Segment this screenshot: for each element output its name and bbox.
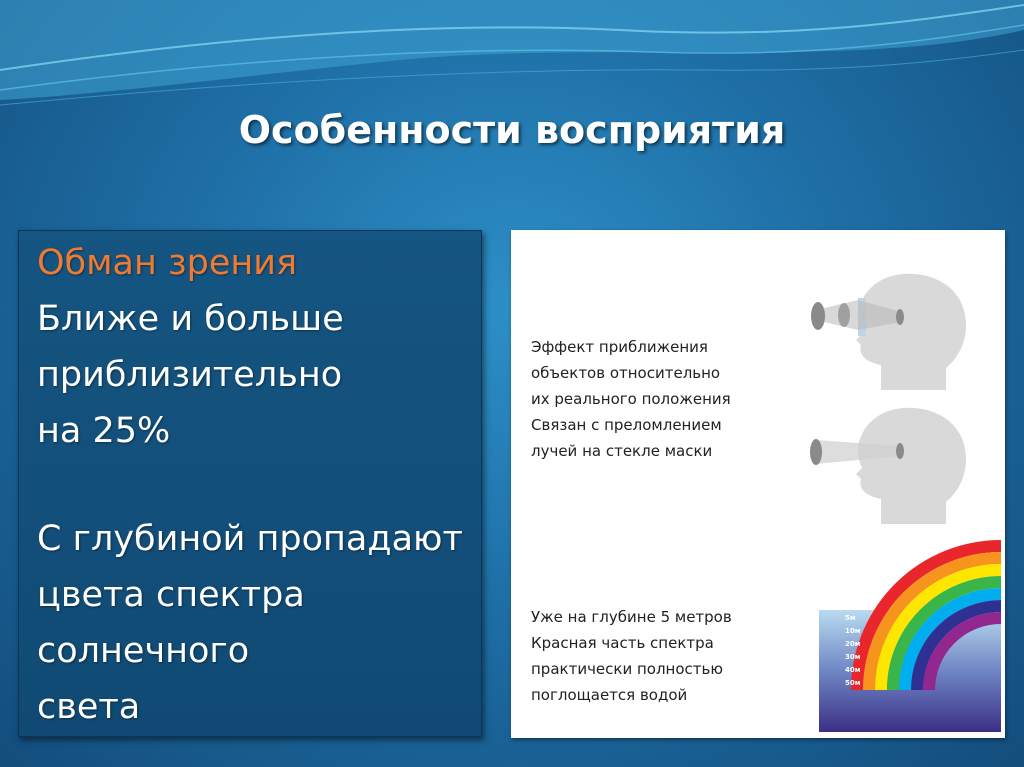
head-silhouette (856, 274, 966, 390)
caption-line: поглощается водой (531, 686, 688, 704)
caption-line: практически полностью (531, 660, 723, 678)
fish-icon (811, 302, 825, 330)
depth-label: 50м (845, 679, 861, 687)
caption-line: Эффект приближения (531, 338, 708, 356)
panel-line: солнечного (37, 631, 250, 671)
illustration-panel (511, 230, 1005, 738)
fish-icon (896, 443, 904, 459)
caption-line: объектов относительно (531, 364, 721, 382)
head-silhouette (856, 408, 966, 524)
panel-line: С глубиной пропадают (37, 519, 463, 559)
panel-line: света (37, 687, 141, 727)
depth-label: 10м (845, 627, 861, 635)
depth-label: 20м (845, 640, 861, 648)
panel-line: Ближе и больше (37, 299, 344, 339)
optical-illusion-panel (18, 230, 482, 737)
caption-line: Связан с преломлением (531, 416, 722, 434)
caption-line: их реального положения (531, 390, 731, 408)
depth-label: 5м (845, 614, 856, 622)
fish-icon (810, 439, 822, 465)
depth-label: 40м (845, 666, 861, 674)
panel-line: приблизительно (37, 355, 343, 395)
fish-icon (896, 309, 904, 325)
slide-title: Особенности восприятия (238, 108, 786, 152)
depth-spectrum-illustration (819, 540, 1001, 732)
decorative-waves (0, 0, 1024, 120)
caption-line: Красная часть спектра (531, 634, 714, 652)
caption-line: лучей на стекле маски (531, 442, 713, 460)
caption-color-absorption (531, 604, 732, 708)
caption-magnification (531, 334, 731, 464)
depth-label: 30м (845, 653, 861, 661)
panel-heading: Обман зрения (37, 243, 298, 283)
head-with-mask-illustration (796, 270, 976, 395)
panel-line: цвета спектра (37, 575, 305, 615)
fish-icon (838, 303, 850, 327)
panel-line: на 25% (37, 411, 171, 451)
head-illustration (796, 402, 976, 527)
caption-line: Уже на глубине 5 метров (531, 608, 732, 626)
